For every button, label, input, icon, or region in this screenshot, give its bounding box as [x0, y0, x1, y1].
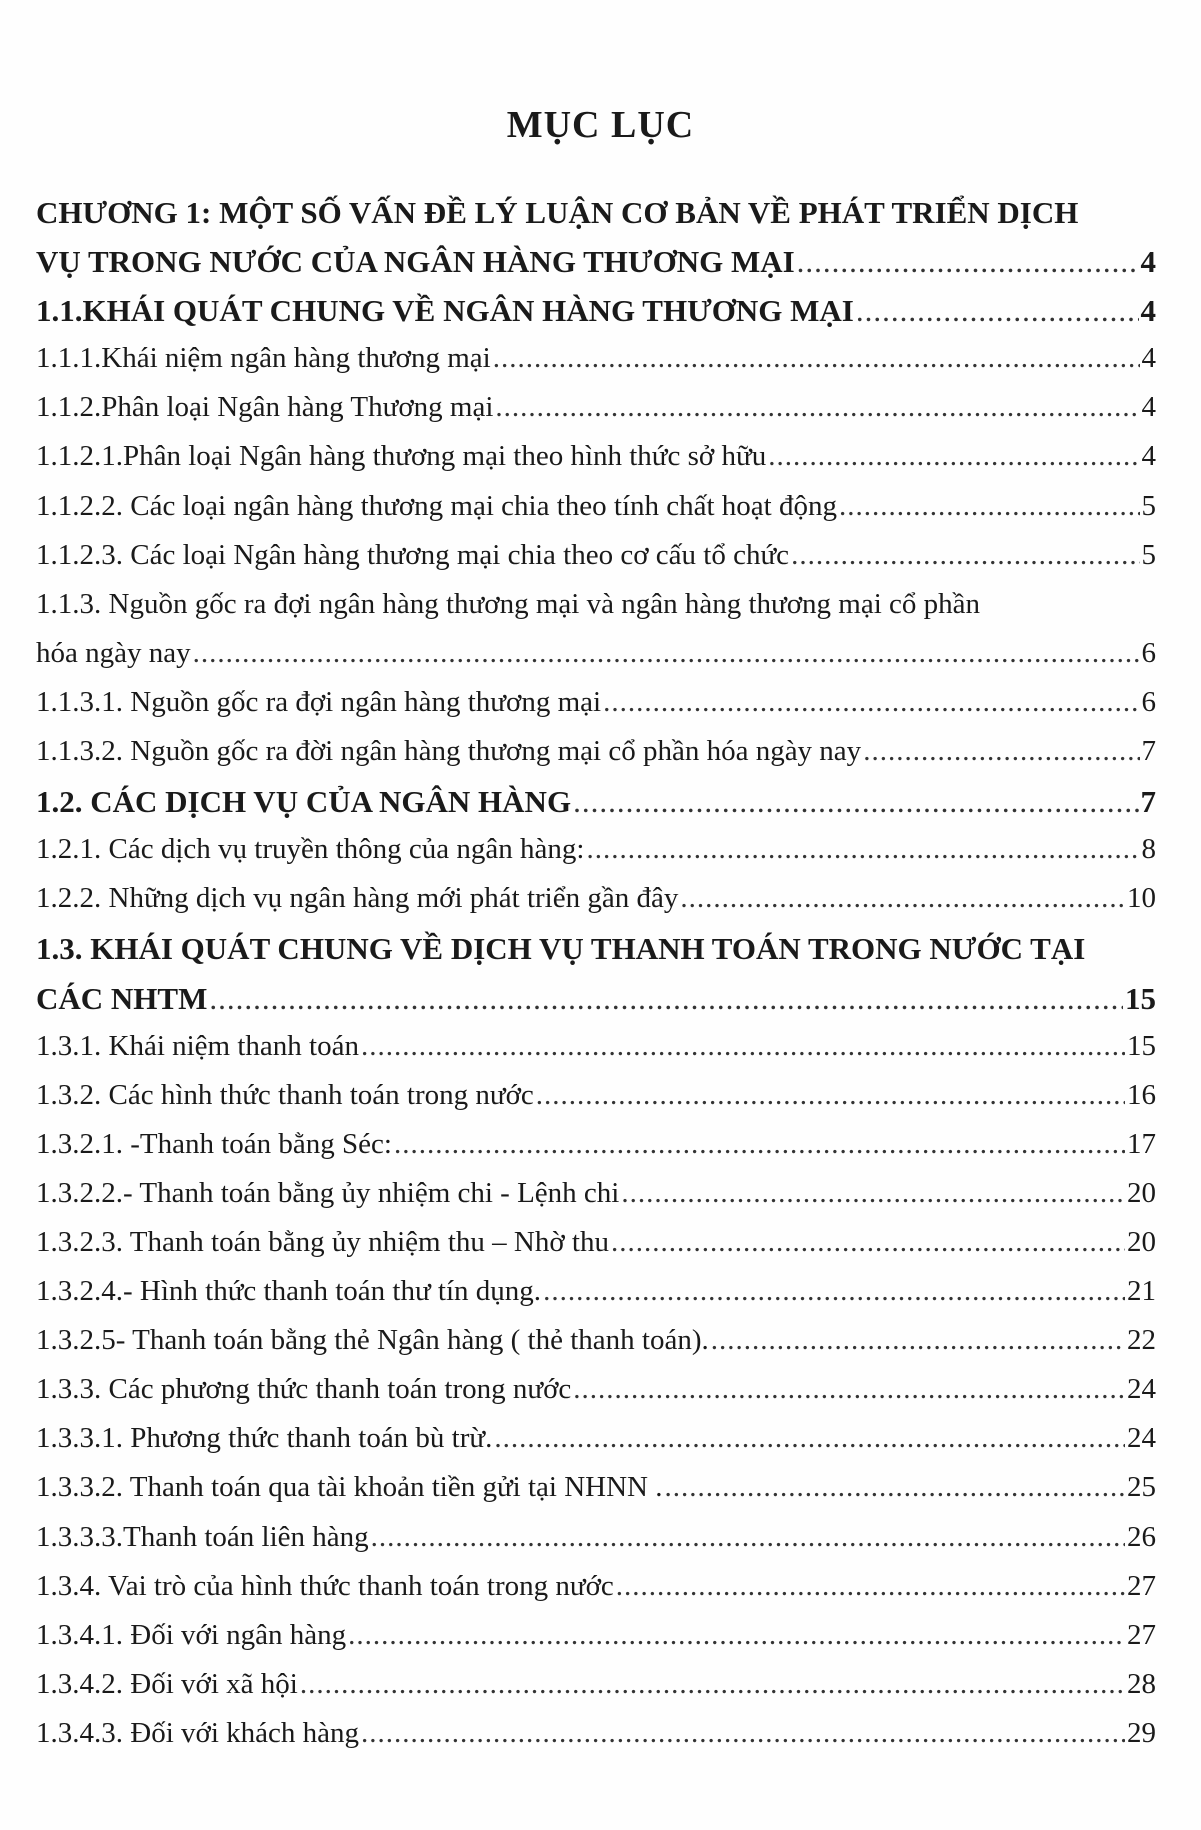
toc-entry[interactable] — [36, 1226, 1156, 1275]
toc-entry-page-number: 21 — [1127, 1275, 1156, 1308]
dot-leader — [495, 391, 1139, 424]
toc-entry-label: 1.3.4.1. Đối với ngân hàng — [36, 1618, 347, 1651]
toc-entry[interactable] — [36, 195, 1156, 244]
toc-entry[interactable] — [36, 637, 1156, 686]
toc-entry-label: 1.3.4.3. Đối với khách hàng — [36, 1716, 360, 1749]
dot-leader — [665, 1471, 1126, 1504]
toc-entry-label: 1.3.2.5- Thanh toán bằng thẻ Ngân hàng ( thẻ thanh toán). — [36, 1324, 709, 1357]
toc-entry[interactable] — [36, 440, 1156, 489]
toc-entry-label: 1.2.1. Các dịch vụ truyền thông của ngân hàng: — [36, 833, 585, 866]
dot-leader — [768, 440, 1139, 473]
toc-entry[interactable] — [36, 1422, 1156, 1471]
toc-entry[interactable] — [36, 391, 1156, 440]
toc-entry-page-number: 8 — [1141, 833, 1156, 866]
toc-entry[interactable] — [36, 1128, 1156, 1177]
dot-leader — [300, 1668, 1125, 1701]
dot-leader — [856, 293, 1139, 329]
dot-leader — [348, 1619, 1125, 1652]
toc-entry-page-number: 4 — [1141, 440, 1156, 473]
toc-entry[interactable] — [36, 539, 1156, 588]
toc-entry-page-number: 27 — [1127, 1569, 1156, 1602]
dot-leader — [493, 342, 1140, 375]
page-title: MỤC LỤC — [506, 104, 695, 146]
toc-entry[interactable] — [36, 244, 1156, 293]
toc-entry[interactable] — [36, 1521, 1156, 1570]
toc-entry-label: 1.1.2.3. Các loại Ngân hàng thương mại chia theo cơ cấu tổ chức — [36, 538, 790, 571]
toc-entry-label: 1.3.2.3. Thanh toán bằng ủy nhiệm thu – Nhờ thu — [36, 1225, 609, 1258]
toc-entry-label: 1.3.3. Các phương thức thanh toán trong nước — [36, 1373, 572, 1406]
table-of-contents — [36, 195, 1156, 1766]
toc-entry-page-number: 24 — [1127, 1373, 1156, 1406]
toc-entry-label: 1.3.2.4.- Hình thức thanh toán thư tín dụng. — [36, 1275, 542, 1308]
toc-entry[interactable] — [36, 1570, 1156, 1619]
toc-entry-label: 1.1.KHÁI QUÁT CHUNG VỀ NGÂN HÀNG THƯƠNG MẠI — [36, 293, 854, 329]
toc-entry-page-number: 28 — [1127, 1667, 1156, 1700]
toc-entry-label: 1.3.2.1. -Thanh toán bằng Séc: — [36, 1127, 392, 1160]
toc-entry-label: 1.1.2.2. Các loại ngân hàng thương mại chia theo tính chất hoạt động — [36, 489, 837, 522]
toc-entry-page-number: 15 — [1127, 1029, 1156, 1062]
dot-leader — [791, 539, 1139, 572]
dot-leader — [797, 244, 1139, 280]
toc-entry-label: 1.2.2. Những dịch vụ ngân hàng mới phát triển gần đây — [36, 882, 679, 915]
toc-entry-page-number: 26 — [1127, 1520, 1156, 1553]
toc-entry[interactable] — [36, 1619, 1156, 1668]
toc-entry-page-number: 15 — [1125, 980, 1156, 1016]
toc-entry-page-number: 17 — [1127, 1127, 1156, 1160]
toc-entry[interactable] — [36, 1471, 1156, 1520]
dot-leader — [394, 1128, 1125, 1161]
toc-entry-label: 1.1.2.Phân loại Ngân hàng Thương mại — [36, 391, 494, 424]
toc-entry-label: CÁC NHTM — [36, 980, 208, 1016]
toc-entry-page-number: 29 — [1127, 1716, 1156, 1749]
toc-entry-label: 1.3.2.2.- Thanh toán bằng ủy nhiệm chi - Lệnh chi — [36, 1176, 620, 1209]
toc-entry-page-number: 20 — [1127, 1176, 1156, 1209]
toc-entry-page-number: 4 — [1141, 342, 1156, 375]
toc-entry-label: 1.3.3.2. Thanh toán qua tài khoản tiền gửi tại NHNN . — [36, 1471, 663, 1504]
toc-entry[interactable] — [36, 1668, 1156, 1717]
dot-leader — [621, 1177, 1125, 1210]
toc-entry[interactable] — [36, 1177, 1156, 1226]
toc-entry[interactable] — [36, 981, 1156, 1030]
toc-entry[interactable] — [36, 1324, 1156, 1373]
toc-entry[interactable] — [36, 931, 1156, 980]
toc-entry-page-number: 4 — [1140, 244, 1156, 280]
toc-entry[interactable] — [36, 293, 1156, 342]
dot-leader — [209, 981, 1123, 1017]
toc-entry-label: hóa ngày nay — [36, 636, 191, 669]
toc-entry[interactable] — [36, 882, 1156, 931]
dot-leader — [371, 1521, 1125, 1554]
toc-entry-label: 1.3.2. Các hình thức thanh toán trong nước — [36, 1078, 534, 1111]
dot-leader — [536, 1079, 1125, 1112]
dot-leader — [361, 1030, 1125, 1063]
dot-leader — [711, 1324, 1125, 1357]
toc-entry-page-number: 10 — [1127, 882, 1156, 915]
toc-entry-label: 1.3.1. Khái niệm thanh toán — [36, 1029, 359, 1062]
toc-entry[interactable] — [36, 686, 1156, 735]
dot-leader — [361, 1717, 1125, 1750]
toc-entry-page-number: 6 — [1141, 685, 1156, 718]
toc-entry-label: 1.1.2.1.Phân loại Ngân hàng thương mại theo hình thức sở hữu — [36, 440, 767, 473]
dot-leader — [586, 833, 1139, 866]
toc-entry-page-number: 25 — [1127, 1471, 1156, 1504]
dot-leader — [839, 490, 1140, 523]
toc-entry[interactable] — [36, 1373, 1156, 1422]
dot-leader — [193, 637, 1140, 670]
toc-entry-label: 1.2. CÁC DỊCH VỤ CỦA NGÂN HÀNG — [36, 784, 572, 820]
dot-leader — [603, 686, 1139, 719]
dot-leader — [573, 1373, 1125, 1406]
toc-entry[interactable] — [36, 784, 1156, 833]
toc-entry-label: 1.3.3.1. Phương thức thanh toán bù trừ. — [36, 1422, 493, 1455]
dot-leader — [573, 784, 1138, 820]
toc-entry-page-number: 24 — [1127, 1422, 1156, 1455]
toc-entry-page-number: 16 — [1127, 1078, 1156, 1111]
toc-entry-label: 1.3.4.2. Đối với xã hội — [36, 1667, 298, 1700]
toc-entry-page-number: 4 — [1140, 293, 1156, 329]
toc-entry-page-number: 5 — [1141, 489, 1156, 522]
dot-leader — [680, 882, 1125, 915]
toc-entry[interactable] — [36, 1275, 1156, 1324]
dot-leader — [494, 1422, 1125, 1455]
toc-entry-page-number: 27 — [1127, 1618, 1156, 1651]
toc-entry[interactable] — [36, 833, 1156, 882]
toc-entry-page-number: 4 — [1141, 391, 1156, 424]
toc-entry-label: 1.3. KHÁI QUÁT CHUNG VỀ DỊCH VỤ THANH TOÁN TRONG NƯỚC TẠI — [36, 931, 1086, 967]
toc-entry-page-number: 6 — [1141, 636, 1156, 669]
toc-entry-page-number: 20 — [1127, 1225, 1156, 1258]
toc-entry[interactable] — [36, 588, 1156, 637]
toc-entry[interactable] — [36, 1079, 1156, 1128]
toc-entry-label: 1.1.3. Nguồn gốc ra đợi ngân hàng thương mại và ngân hàng thương mại cổ phần — [36, 587, 981, 620]
toc-entry[interactable] — [36, 735, 1156, 784]
toc-entry[interactable] — [36, 490, 1156, 539]
toc-entry[interactable] — [36, 1030, 1156, 1079]
toc-entry-label: 1.3.3.3.Thanh toán liên hàng — [36, 1520, 369, 1553]
dot-leader — [863, 735, 1139, 768]
dot-leader — [543, 1275, 1125, 1308]
toc-entry-label: 1.1.1.Khái niệm ngân hàng thương mại — [36, 342, 491, 375]
toc-entry-label: 1.1.3.2. Nguồn gốc ra đời ngân hàng thương mại cổ phần hóa ngày nay — [36, 735, 862, 768]
dot-leader — [616, 1570, 1125, 1603]
toc-entry[interactable] — [36, 1717, 1156, 1766]
toc-entry[interactable] — [36, 342, 1156, 391]
dot-leader — [611, 1226, 1125, 1259]
toc-entry-page-number: 5 — [1141, 538, 1156, 571]
toc-entry-label: VỤ TRONG NƯỚC CỦA NGÂN HÀNG THƯƠNG MẠI — [36, 244, 795, 280]
toc-entry-label: 1.3.4. Vai trò của hình thức thanh toán trong nước — [36, 1569, 614, 1602]
toc-entry-page-number: 7 — [1140, 784, 1156, 820]
toc-entry-page-number: 22 — [1127, 1324, 1156, 1357]
toc-entry-label: CHƯƠNG 1: MỘT SỐ VẤN ĐỀ LÝ LUẬN CƠ BẢN VỀ PHÁT TRIỂN DỊCH — [36, 195, 1079, 230]
toc-entry-page-number: 7 — [1141, 735, 1156, 768]
toc-entry-label: 1.1.3.1. Nguồn gốc ra đợi ngân hàng thương mại — [36, 685, 602, 718]
